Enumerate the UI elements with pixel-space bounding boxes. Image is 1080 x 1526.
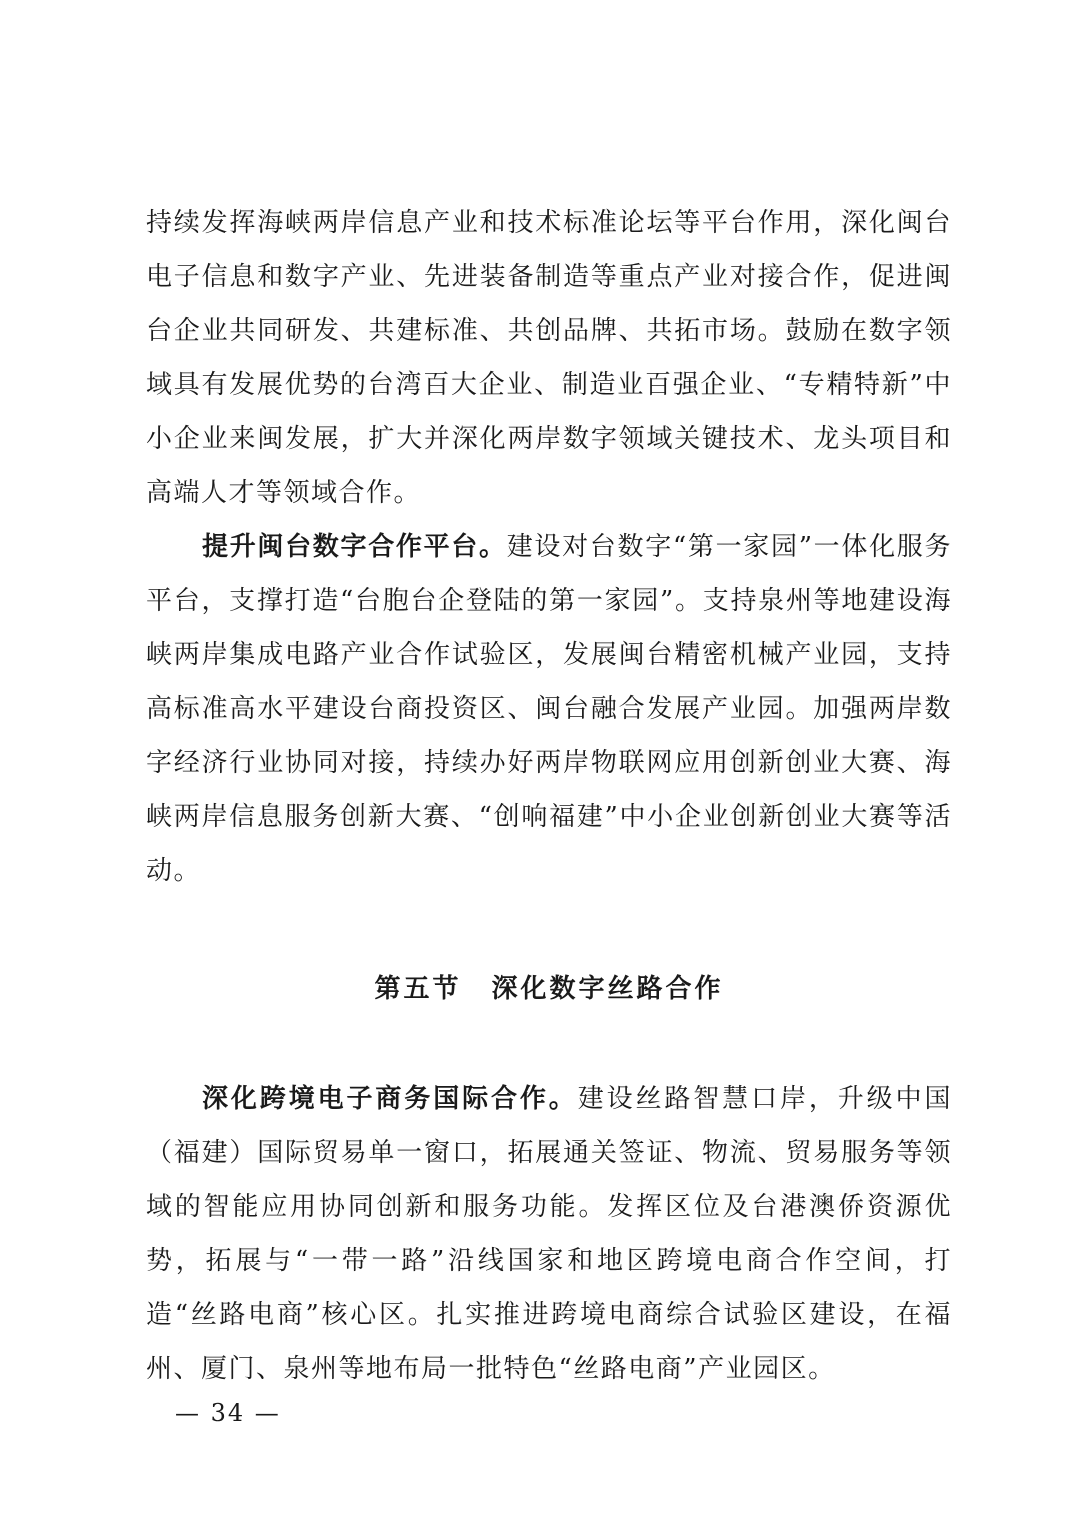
page-number: — 34 —	[175, 1399, 281, 1427]
section-heading	[146, 962, 952, 1016]
document-body	[146, 196, 952, 1396]
paragraph-digital-industry-cooperation	[146, 196, 952, 520]
paragraph-text: 持续发挥海峡两岸信息产业和技术标准论坛等平台作用，深化闽台电子信息和数字产业、先进装备制造等重点产业对接合作，促进闽台企业共同研发、共建标准、共创品牌、共拓市场。鼓励在数字领域具有发展优势的台湾百大企业、制造业百强企业、“专精特新”中小企业来闽发展，扩大并深化两岸数字领域关键技术、龙头项目和高端人才等领域合作。	[146, 208, 952, 508]
paragraph-lead-heading: 提升闽台数字合作平台。	[202, 532, 507, 562]
paragraph-platform	[146, 520, 952, 898]
paragraph-text: 建设对台数字“第一家园”一体化服务平台，支撑打造“台胞台企登陆的第一家园”。支持泉州等地建设海峡两岸集成电路产业合作试验区，发展闽台精密机械产业园，支持高标准高水平建设台商投资区、闽台融合发展产业园。加强两岸数字经济行业协同对接，持续办好两岸物联网应用创新创业大赛、海峡两岸信息服务创新大赛、“创响福建”中小企业创新创业大赛等活动。	[146, 532, 952, 886]
paragraph-text: 建设丝路智慧口岸，升级中国（福建）国际贸易单一窗口，拓展通关签证、物流、贸易服务等领域的智能应用协同创新和服务功能。发挥区位及台港澳侨资源优势，拓展与“一带一路”沿线国家和地区跨境电商合作空间，打造“丝路电商”核心区。扎实推进跨境电商综合试验区建设，在福州、厦门、泉州等地布局一批特色“丝路电商”产业园区。	[146, 1084, 952, 1384]
section-number: 第五节	[374, 974, 462, 1004]
section-title: 深化数字丝路合作	[491, 974, 724, 1004]
paragraph-cross-border-ecommerce	[146, 1072, 952, 1396]
paragraph-lead-heading: 深化跨境电子商务国际合作。	[202, 1084, 578, 1114]
